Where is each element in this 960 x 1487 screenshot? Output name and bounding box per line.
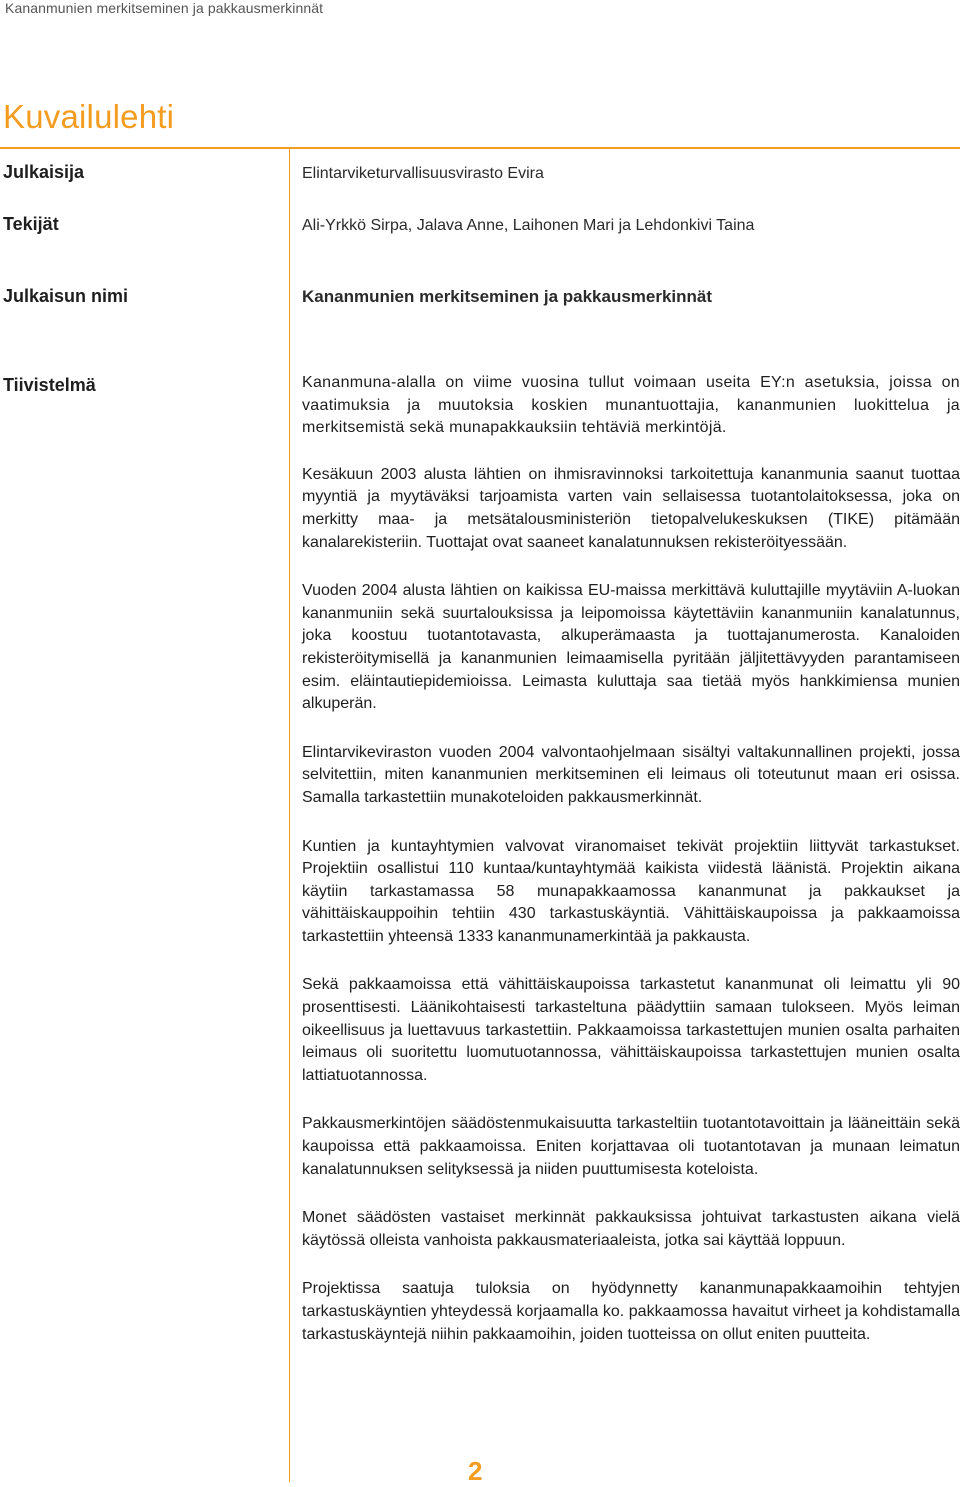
summary-paragraph: Projektissa saatuja tuloksia on hyödynnetty kananmunapakkaamoihin tehtyjen tarkastuskäyntien yhteydessä korjaamalla ko. pakkaamossa havaitut virheet ja kohdistamalla tarkastuskäyntejä niihin pakkaamoihin, joiden tuotteissa on ollut eniten puutteita. bbox=[302, 1280, 960, 1343]
publisher-label: Julkaisija bbox=[3, 162, 85, 182]
running-header: Kananmunien merkitseminen ja pakkausmerkinnät bbox=[5, 0, 324, 16]
summary-paragraph: Kesäkuun 2003 alusta lähtien on ihmisravinnoksi tarkoitettuja kananmunia saanut tuottaa myyntiä ja myytäväksi tarjoamista varten vain sellaisessa tuotantolaitoksessa, joka on merkitty maa- ja metsätalousministeriön tietopalvelukeskuksen (TIKE) pitämään kanalarekisteriin. Tuottajat ovat saaneet kanalatunnuksen rekisteröityessään. bbox=[302, 465, 960, 551]
publication-name-value: Kananmunien merkitseminen ja pakkausmerkinnät bbox=[302, 287, 713, 306]
summary-text bbox=[302, 372, 960, 1372]
summary-paragraph: Pakkausmerkintöjen säädöstenmukaisuutta tarkasteltiin tuotantotavoittain ja lääneittäin sekä kaupoissa että pakkaamoissa. Eniten korjattavaa oli tuotantotavan ja munaan leimatun kanalatunnuksen selityksessä ja niiden puuttumisesta koteloista. bbox=[302, 1115, 960, 1178]
title-rule bbox=[0, 147, 960, 149]
publisher-value: Elintarviketurvallisuusvirasto Evira bbox=[302, 165, 544, 182]
publication-name-label: Julkaisun nimi bbox=[3, 286, 129, 306]
summary-paragraph: Monet säädösten vastaiset merkinnät pakkauksissa johtuivat tarkastusten aikana vielä käytössä olleista vanhoista pakkausmateriaaleista, jotka sai käyttää loppuun. bbox=[302, 1209, 960, 1249]
authors-label: Tekijät bbox=[3, 214, 59, 234]
summary-paragraph: Vuoden 2004 alusta lähtien on kaikissa EU-maissa merkittävä kuluttajille myytäviin A-luokan kananmuniin sekä suurtalouksissa ja leipomoissa käytettäviin kananmuniin kanalatunnus, joka koostuu tuotantotavasta, alkuperämaasta ja tuottajanumerosta. Kanaloiden rekisteröitymisellä ja kananmunien leimaamisella pyritään jäljitettävyyden parantamiseen esim. eläintautiepidemioissa. Leimasta kuluttaja saa tietää myös hankkimiensa munien alkuperän. bbox=[302, 582, 960, 713]
page-title: Kuvailulehti bbox=[3, 98, 175, 135]
authors-value: Ali-Yrkkö Sirpa, Jalava Anne, Laihonen Mari ja Lehdonkivi Taina bbox=[302, 217, 755, 234]
summary-paragraph: Elintarvikeviraston vuoden 2004 valvontaohjelmaan sisältyi valtakunnallinen projekti, jossa selvitettiin, miten kananmunien merkitseminen eli leimaus oli toteutunut maan eri osissa. Samalla tarkastettiin munakoteloiden pakkausmerkinnät. bbox=[302, 743, 960, 806]
summary-label: Tiivistelmä bbox=[3, 375, 96, 395]
summary-paragraph: Kananmuna-alalla on viime vuosina tullut voimaan useita EY:n asetuksia, joissa on vaatimuksia ja muutoksia koskien munantuottajia, kananmunien luokittelua ja merkitsemistä sekä munapakkauksiin tehtäviä merkintöjä. bbox=[302, 374, 960, 437]
page-number: 2 bbox=[468, 1456, 483, 1486]
column-divider bbox=[289, 149, 290, 1482]
summary-paragraph: Kuntien ja kuntayhtymien valvovat viranomaiset tekivät projektiin liittyvät tarkastukset. Projektiin osallistui 110 kuntaa/kuntayhtymää kaikista viidestä läänistä. Projektin aikana käytiin tarkastamassa 58 munapakkaamossa kananmunat ja pakkaukset ja vähittäiskauppoihin tehtiin 430 tarkastuskäyntiä. Vähittäiskaupoissa ja pakkaamoissa tarkastettiin yhteensä 1333 kananmunamerkintää ja pakkausta. bbox=[302, 837, 960, 945]
summary-paragraph: Sekä pakkaamoissa että vähittäiskaupoissa tarkastetut kananmunat oli leimattu yli 90 prosenttisesti. Läänikohtaisesti tarkasteltuna päädyttiin samaan tulokseen. Myös leiman oikeellisuus ja luettavuus tarkastettiin. Pakkaamoissa tarkastettujen munien osalta parhaiten leimaus oli suoritettu luomutuotannossa, vähittäiskaupoissa tarkastettujen munien osalta lattiatuotannossa. bbox=[302, 976, 960, 1084]
